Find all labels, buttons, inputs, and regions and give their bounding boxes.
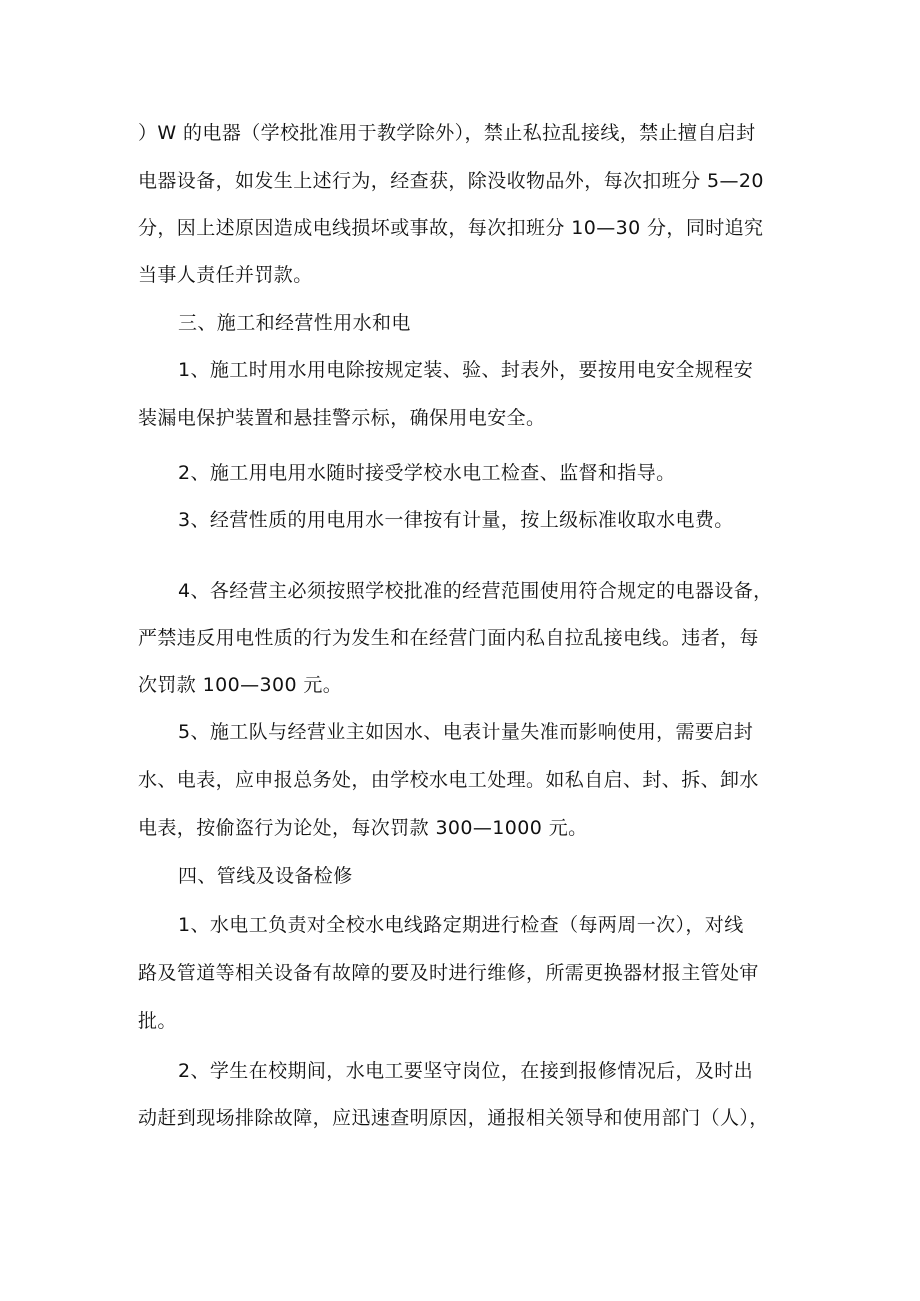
section-heading: 三、施工和经营性用水和电	[178, 312, 411, 334]
text-line: ）W 的电器（学校批准用于教学除外），禁止私拉乱接线，禁止擅自启封	[138, 122, 756, 144]
text-line: 路及管道等相关设备有故障的要及时进行维修，所需更换器材报主管处审	[138, 962, 759, 984]
text-line: 1、水电工负责对全校水电线路定期进行检查（每两周一次），对线	[178, 914, 744, 936]
text-line: 2、学生在校期间，水电工要坚守岗位，在接到报修情况后，及时出	[178, 1060, 754, 1082]
text-line: 5、施工队与经营业主如因水、电表计量失准而影响使用，需要启封	[178, 721, 754, 743]
text-line: 电器设备，如发生上述行为，经查获，除没收物品外，每次扣班分 5—20	[138, 170, 764, 192]
text-line: 分，因上述原因造成电线损坏或事故，每次扣班分 10—30 分，同时追究	[138, 217, 764, 239]
text-line: 次罚款 100—300 元。	[138, 674, 343, 696]
text-line: 动赶到现场排除故障，应迅速查明原因，通报相关领导和使用部门（人），	[138, 1107, 769, 1129]
text-line: 严禁违反用电性质的行为发生和在经营门面内私自拉乱接电线。违者，每	[138, 627, 759, 649]
text-line: 2、施工用电用水随时接受学校水电工检查、监督和指导。	[178, 462, 676, 484]
text-line: 1、施工时用水用电除按规定装、验、封表外，要按用电安全规程安	[178, 359, 754, 381]
text-line: 3、经营性质的用电用水一律按有计量，按上级标准收取水电费。	[178, 509, 734, 531]
text-line: 电表，按偷盗行为论处，每次罚款 300—1000 元。	[138, 817, 588, 839]
section-heading: 四、管线及设备检修	[178, 865, 353, 887]
text-line: 当事人责任并罚款。	[138, 264, 313, 286]
text-line: 4、各经营主必须按照学校批准的经营范围使用符合规定的电器设备，	[178, 580, 773, 602]
text-line: 水、电表，应申报总务处，由学校水电工处理。如私自启、封、拆、卸水	[138, 769, 759, 791]
text-line: 装漏电保护装置和悬挂警示标，确保用电安全。	[138, 407, 546, 429]
text-line: 批。	[138, 1010, 177, 1032]
